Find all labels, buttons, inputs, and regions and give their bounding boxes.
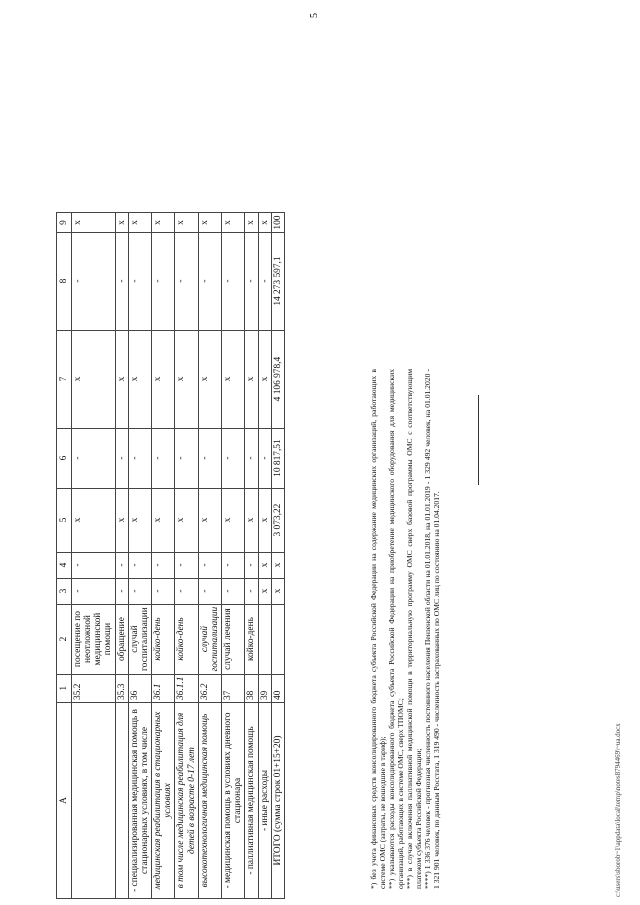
table-cell-c6: - [245, 428, 258, 488]
table-row [152, 213, 175, 899]
table-row [258, 213, 271, 899]
table-cell-c7: х [198, 330, 221, 428]
table-cell-c4: - [128, 552, 151, 578]
footnote: ****) 1 336 376 человек - прогнозная численность постоянного населения Пензенской области на 01.01.2018, на 01.01.2019 - 1 329 492 человек, на 01.01.2020 - 1 321 901 человек, по данным Росстата, 1 319 490 - численность застрахованных по ОМС лиц по состоянию на 01.04.2017. [422, 369, 441, 889]
header-cell: 2 [57, 604, 72, 674]
table-cell-label [115, 703, 128, 899]
table-cell-unit: койко-день [152, 604, 175, 674]
table-cell-unit: койко-день [245, 604, 258, 674]
table-cell-code: 39 [258, 674, 271, 702]
table-cell-c9: х [72, 213, 116, 232]
table-cell-label: в том числе медицинская реабилитация для детей в возрасте 0-17 лет [175, 703, 198, 899]
table-cell-c8: - [128, 232, 151, 330]
table-cell-c7: х [245, 330, 258, 428]
table-cell-unit: случай госпитализации [128, 604, 151, 674]
footnote: **) указываются расходы консолидированного бюджета субъекта Российской Федерации на приобретение медицинского оборудования для медицинских организаций, работающих в системе ОМС, сверх ТПОМС; [386, 369, 405, 889]
table-cell-c7: х [152, 330, 175, 428]
table-cell-c3: - [175, 578, 198, 604]
table-row [222, 213, 245, 899]
table-cell-c3: - [72, 578, 116, 604]
table-cell-c7: х [222, 330, 245, 428]
table-row [271, 213, 284, 899]
table-cell-c7: х [175, 330, 198, 428]
table-cell-c6: - [175, 428, 198, 488]
table-cell-code: 37 [222, 674, 245, 702]
table-cell-c8: - [152, 232, 175, 330]
table-cell-c6: - [72, 428, 116, 488]
table-cell-label: высокотехнологичная медицинская помощь [198, 703, 221, 899]
table-cell-c6: - [115, 428, 128, 488]
table-cell-unit: посещение по неотложной медицинской помощи [72, 604, 116, 674]
table-cell-c3: - [222, 578, 245, 604]
header-cell: 3 [57, 578, 72, 604]
table-cell-c7: х [258, 330, 271, 428]
table-cell-label: медицинская реабилитация в стационарных условиях [152, 703, 175, 899]
separator-line [478, 395, 479, 485]
table-cell-c3: - [245, 578, 258, 604]
table-cell-c5: х [128, 488, 151, 552]
header-cell: А [57, 703, 72, 899]
table-cell-c4: - [245, 552, 258, 578]
table-cell-label: - специализированная медицинская помощь в стационарных условиях, в том числе [128, 703, 151, 899]
header-row [57, 213, 72, 899]
table-cell-c8: - [198, 232, 221, 330]
table-cell-c6: - [222, 428, 245, 488]
footnotes [370, 369, 442, 889]
table-cell-label: ИТОГО (сумма строк 01+15+20) [271, 703, 284, 899]
table-cell-c4: - [222, 552, 245, 578]
table-cell-c4: - [198, 552, 221, 578]
table-cell-c4: - [72, 552, 116, 578]
table-cell-c4: - [115, 552, 128, 578]
table-cell-c9: х [245, 213, 258, 232]
table-cell-c8: 14 273 597,1 [271, 232, 284, 330]
table-cell-c9: х [128, 213, 151, 232]
table-cell-c7: х [128, 330, 151, 428]
table-cell-c4: - [152, 552, 175, 578]
table-cell-c3: - [152, 578, 175, 604]
table-cell-label [72, 703, 116, 899]
table-cell-c4: - [175, 552, 198, 578]
table-cell-code: 40 [271, 674, 284, 702]
table-cell-label: - медицинская помощь в условиях дневного стационара [222, 703, 245, 899]
table-cell-unit: случай лечения [222, 604, 245, 674]
table-cell-c7: 4 106 978,4 [271, 330, 284, 428]
table-cell-unit: обращение [115, 604, 128, 674]
table-cell-c9: х [152, 213, 175, 232]
table-cell-code: 36.1.1 [175, 674, 198, 702]
table-cell-c7: х [115, 330, 128, 428]
header-cell: 5 [57, 488, 72, 552]
table-cell-c8: - [245, 232, 258, 330]
table-cell-c8: - [115, 232, 128, 330]
table-row [175, 213, 198, 899]
table-cell-c3: - [115, 578, 128, 604]
table-cell-c7: х [72, 330, 116, 428]
header-cell: 7 [57, 330, 72, 428]
table-cell-c8: - [258, 232, 271, 330]
table-cell-c6: 10 817,51 [271, 428, 284, 488]
table-cell-c5: 3 073,22 [271, 488, 284, 552]
table-cell-unit: случай госпитализации [198, 604, 221, 674]
table-cell-c8: - [175, 232, 198, 330]
table-cell-code: 35.2 [72, 674, 116, 702]
table-cell-unit [271, 604, 284, 674]
table-cell-c9: х [115, 213, 128, 232]
header-cell: 9 [57, 213, 72, 232]
file-path: c:\users\sborob~1\appdata\local\temp\notes8794469\~ua.docx [614, 723, 622, 897]
table-cell-c3: х [258, 578, 271, 604]
table-cell-c5: х [245, 488, 258, 552]
budget-table [56, 213, 285, 900]
table-cell-c4: х [258, 552, 271, 578]
table-cell-unit [258, 604, 271, 674]
table-cell-c9: х [175, 213, 198, 232]
header-cell: 4 [57, 552, 72, 578]
table-cell-c8: - [72, 232, 116, 330]
table-cell-c6: - [198, 428, 221, 488]
table-cell-code: 38 [245, 674, 258, 702]
table-cell-c9: х [222, 213, 245, 232]
page-number: 5 [309, 13, 320, 18]
table-cell-c5: х [115, 488, 128, 552]
table-cell-label: - паллиативная медицинская помощь [245, 703, 258, 899]
table-cell-label: - иные расходы [258, 703, 271, 899]
header-cell: 6 [57, 428, 72, 488]
table-cell-unit: койко-день [175, 604, 198, 674]
table-cell-c3: - [128, 578, 151, 604]
table-cell-code: 35.3 [115, 674, 128, 702]
table-cell-c6: - [128, 428, 151, 488]
table-cell-code: 36.1 [152, 674, 175, 702]
table-cell-c5: х [222, 488, 245, 552]
table-cell-c5: х [258, 488, 271, 552]
header-cell: 1 [57, 674, 72, 702]
table-cell-c6: - [258, 428, 271, 488]
table-cell-code: 36.2 [198, 674, 221, 702]
table-cell-c9: 100 [271, 213, 284, 232]
table-cell-c3: - [198, 578, 221, 604]
footnote: *) без учета финансовых средств консолидированного бюджета субъекта Российской Федерации на содержание медицинских организаций, работающих в системе ОМС (затраты, не вошедшие в тариф); [369, 369, 387, 889]
table-cell-c5: х [175, 488, 198, 552]
table-body [57, 213, 285, 899]
table-cell-c5: х [72, 488, 116, 552]
footnote: ***) в случае включения паллиативной медицинской помощи в территориальную программу ОМС сверх базовой программы ОМС с соответствующим платежом субъекта Российской Федерации; [404, 369, 423, 889]
table-cell-c5: х [152, 488, 175, 552]
table-row [115, 213, 128, 899]
table-cell-c4: х [271, 552, 284, 578]
table-row [72, 213, 116, 899]
table-row [198, 213, 221, 899]
table-cell-code: 36 [128, 674, 151, 702]
table-cell-c8: - [222, 232, 245, 330]
table-row [245, 213, 258, 899]
table-cell-c6: - [152, 428, 175, 488]
table-row [128, 213, 151, 899]
table-cell-c9: х [198, 213, 221, 232]
table-cell-c3: х [271, 578, 284, 604]
table-cell-c9: х [258, 213, 271, 232]
table-cell-c5: х [198, 488, 221, 552]
header-cell: 8 [57, 232, 72, 330]
